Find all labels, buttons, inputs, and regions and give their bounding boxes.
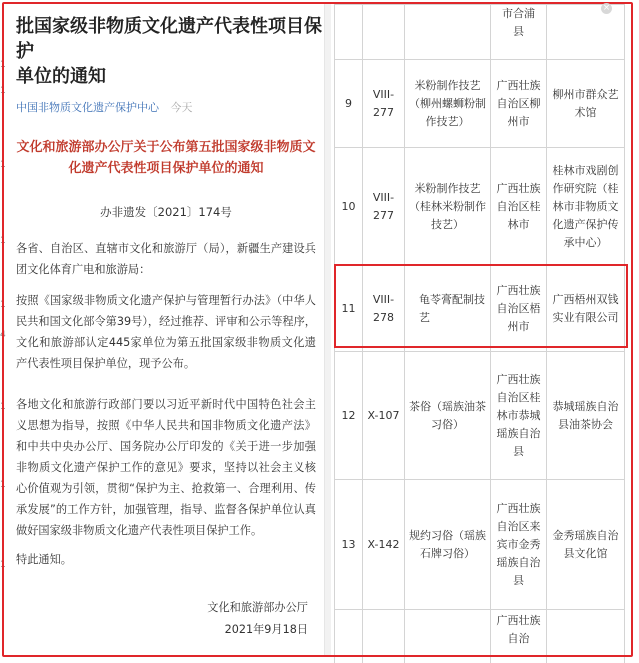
region: 广西壮族自治区桂林市恭城瑶族自治县 [491,352,547,480]
left-margin-marks: 1 1 1 1 1 4 1 1 1 [0,60,6,570]
protection-unit: 柳州市群众艺术馆 [547,60,625,148]
region: 广西壮族自治区来宾市金秀瑶族自治县 [491,480,547,610]
region: 广西壮族自治区柳州市 [491,60,547,148]
signature-org: 文化和旅游部办公厅 [207,601,308,614]
title-line-1: 批国家级非物质文化遗产代表性项目保护 [16,16,322,62]
screenshot-frame [2,2,633,657]
project-name: 茶俗（瑶族油茶习俗） [405,352,491,480]
body-paragraph-2: 各地文化和旅游行政部门要以习近平新时代中国特色社会主义思想为指导，按照《中华人民共和国非物质文化遗产法》和中共中央办公厅、国务院办公厅印发的《关于进一步加强非物质文化遗产保护工作的意见》要求，坚持以社会主义核心价值观为引领，贯彻“保护为主、抢救第一、合理利用、传承发展”的工作方针，加强管理，指导、监督各保护单位认真做好国家级非物质文化遗产代表性项目保护工作。 [16,398,316,537]
row-number: 11 [335,266,363,352]
project-code: VIII-278 [363,266,405,352]
row-number: 10 [335,148,363,266]
signature-date: 2021年9月18日 [224,623,308,636]
project-name: 规约习俗（瑶族石牌习俗） [405,480,491,610]
project-code: X-142 [363,480,405,610]
publish-time: 今天 [170,101,193,114]
project-name: 米粉制作技艺（柳州螺蛳粉制作技艺） [405,60,491,148]
table-cell: 广西壮族自治 [491,610,547,663]
project-name: 龟苓膏配制技艺 [405,266,491,352]
protection-unit: 桂林市戏剧创作研究院（桂林市非物质文化遗产保护传承中心） [547,148,625,266]
row-number: 12 [335,352,363,480]
title-line-2: 单位的通知 [16,66,106,87]
protection-unit: 金秀瑶族自治县文化馆 [547,480,625,610]
body-paragraph-1: 按照《国家级非物质文化遗产保护与管理暂行办法》（中华人民共和国文化部令第39号），经过推荐、评审和公示等程序，文化和旅游部认定445家单位为第五批国家级非物质文化遗产代表性项目保护单位，现予公布。 [16,294,316,370]
project-code: VIII-277 [363,148,405,266]
notice-title: 文化和旅游部办公厅关于公布第五批国家级非物质文化遗产代表性项目保护单位的通知 [16,140,316,176]
region: 广西壮族自治区桂林市 [491,148,547,266]
table-cell: 市合浦 县 [491,5,547,60]
row-number: 9 [335,60,363,148]
region: 广西壮族自治区梧州市 [491,266,547,352]
close-icon[interactable]: × [602,3,611,13]
project-code: X-107 [363,352,405,480]
document-number: 办非遗发〔2021〕174号 [100,205,232,219]
closing-notice: 特此通知。 [16,553,72,566]
addressee-paragraph: 各省、自治区、直辖市文化和旅游厅（局），新疆生产建设兵团文化体育广电和旅游局： [16,242,316,276]
project-name: 米粉制作技艺（桂林米粉制作技艺） [405,148,491,266]
row-number: 13 [335,480,363,610]
project-code: VIII-277 [363,60,405,148]
protection-unit: 恭城瑶族自治县油茶协会 [547,352,625,480]
source-link[interactable]: 中国非物质文化遗产保护中心 [16,101,159,114]
protection-unit: 广西梧州双钱实业有限公司 [547,266,625,352]
